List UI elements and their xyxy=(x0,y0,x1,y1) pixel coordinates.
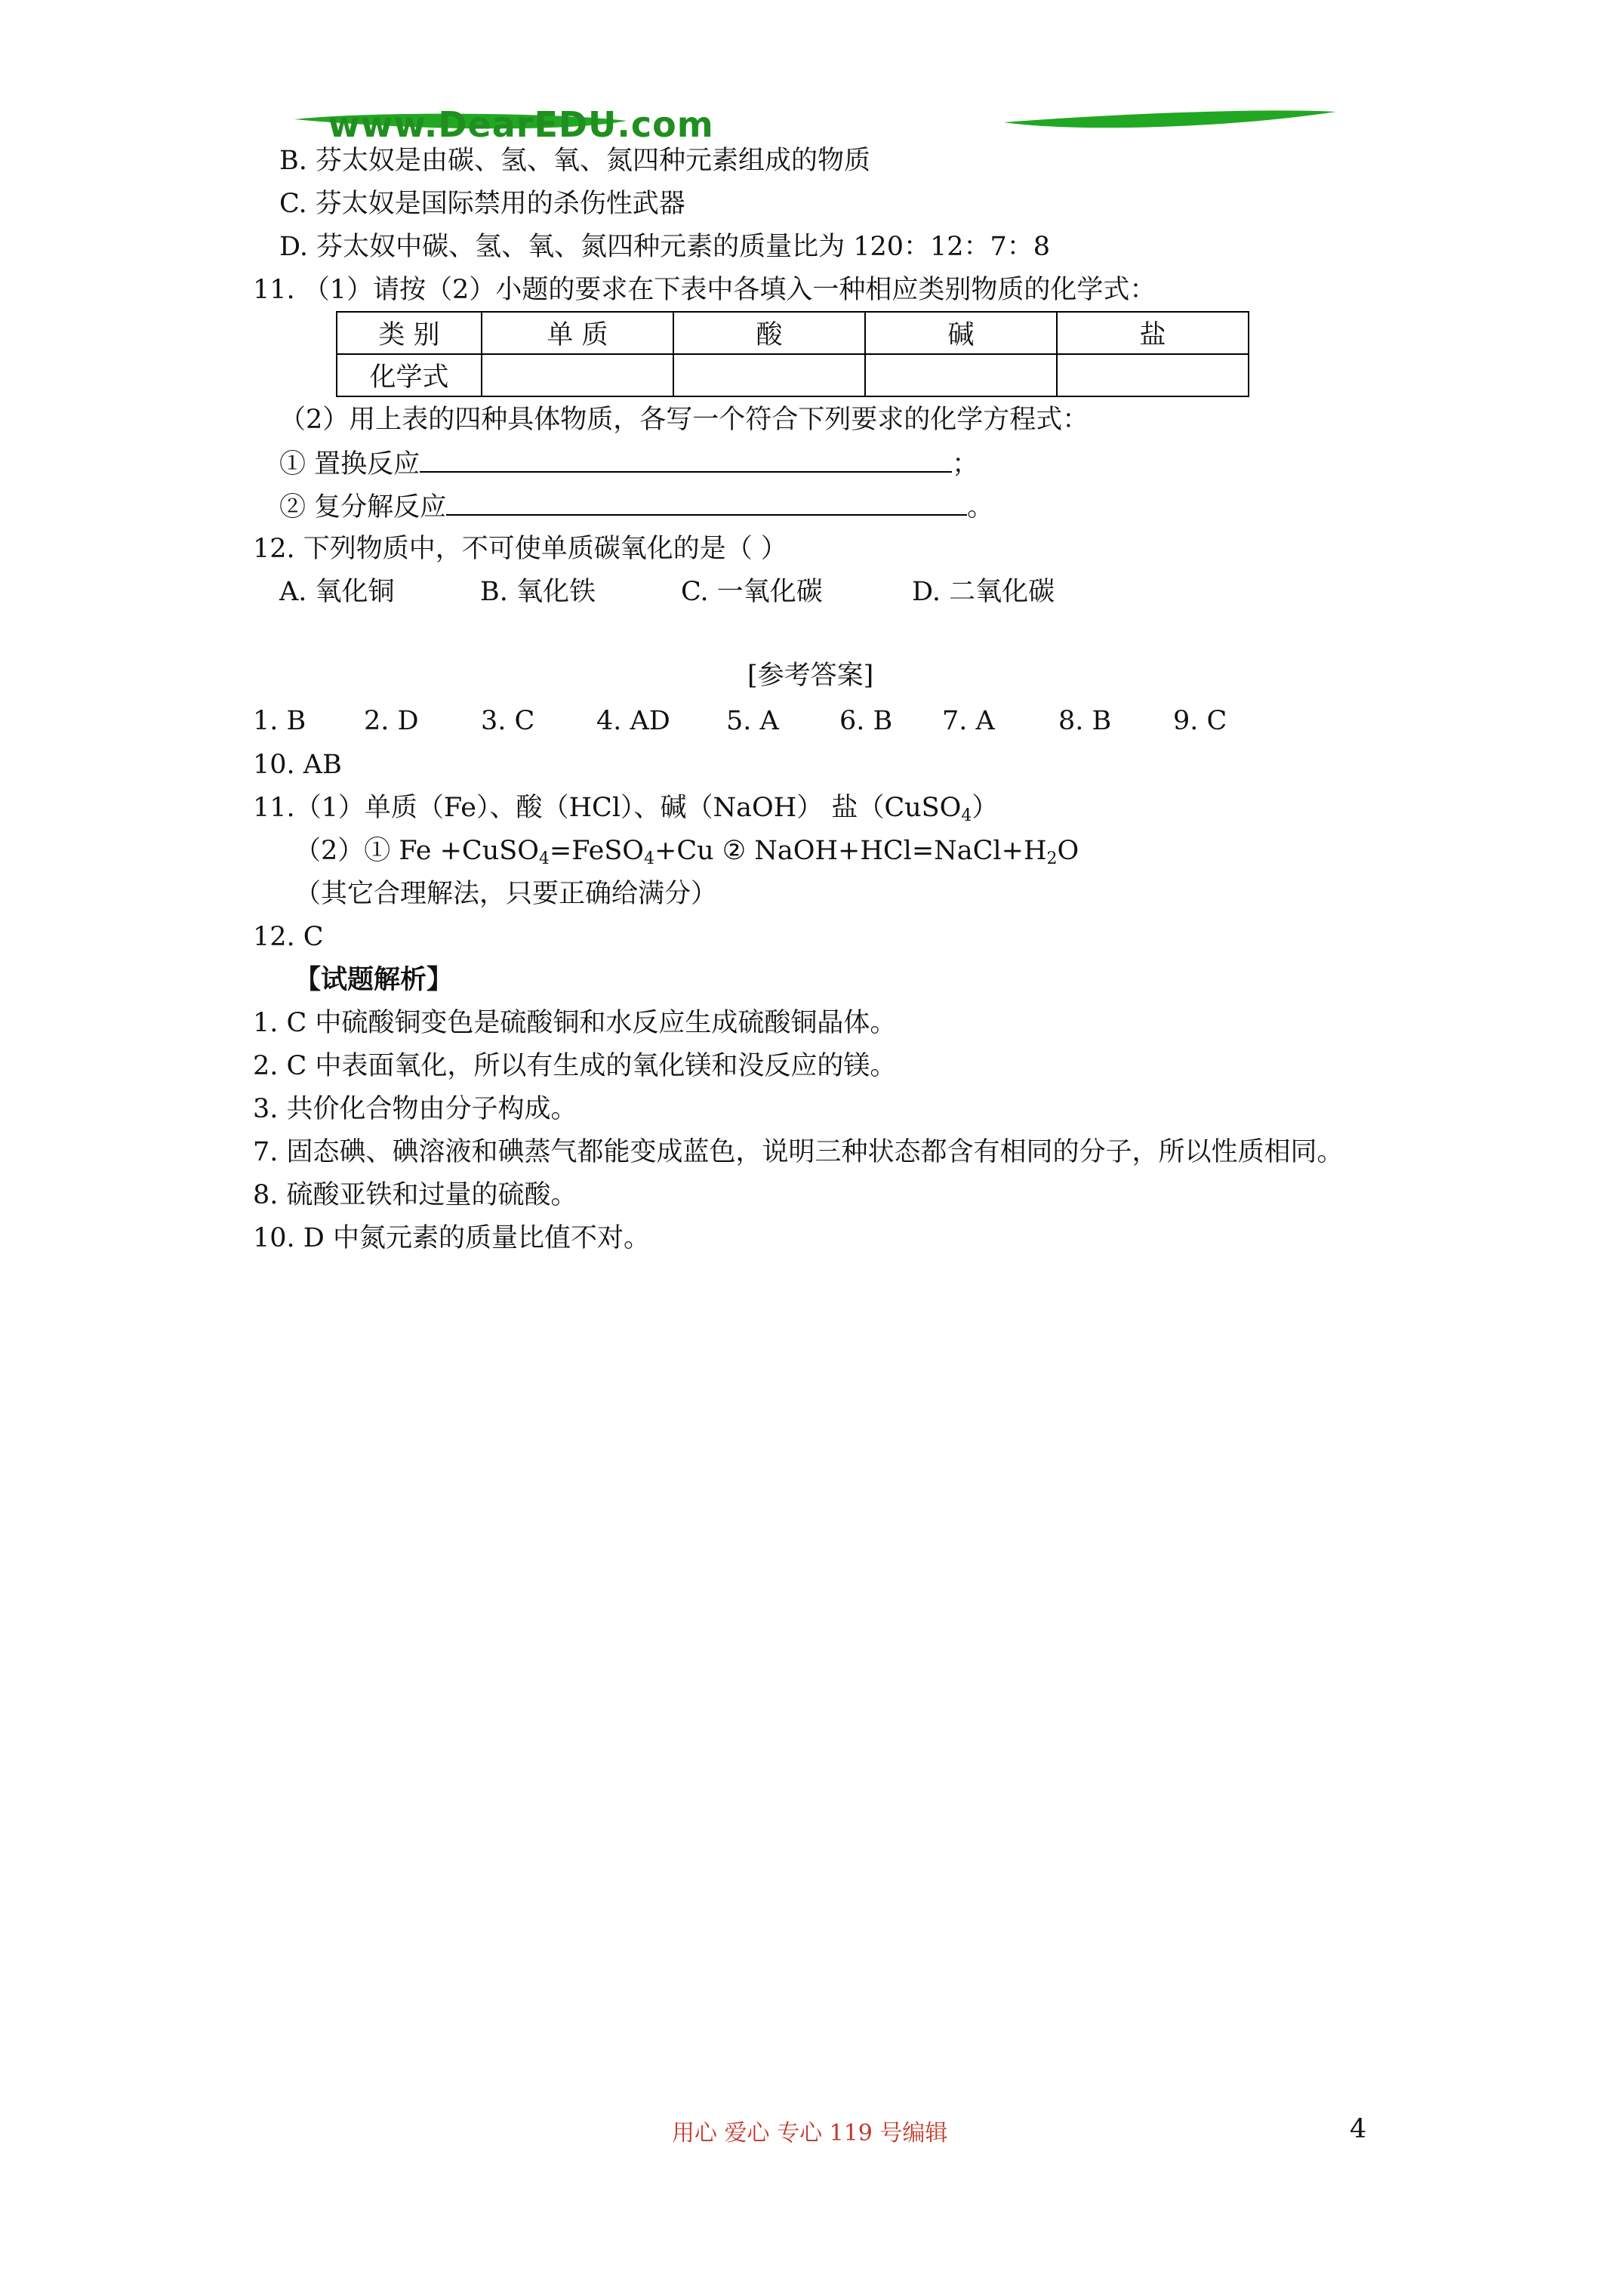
q10-option-b: B. 芬太奴是由碳、氢、氧、氮四种元素组成的物质 xyxy=(279,146,870,176)
answer-item: 2. D xyxy=(364,706,419,736)
answer-11-line1 xyxy=(253,791,998,834)
answer-10: 10. AB xyxy=(253,750,342,780)
footer-slogan: 用心 爱心 专心 119 号编辑 xyxy=(672,2120,948,2147)
table-header-cell: 碱 xyxy=(865,312,1057,354)
q12-option-a: A. 氧化铜 xyxy=(279,577,395,607)
answer-11-text: 11.（1）单质（Fe）、酸（HCl）、碱（NaOH） 盐（CuSO xyxy=(253,793,962,823)
equation-text: O xyxy=(1057,836,1079,866)
analysis-line: 3. 共价化合物由分子构成。 xyxy=(253,1094,577,1124)
site-logo-text: www.DearEDU.com xyxy=(328,104,714,145)
subscript: 4 xyxy=(961,806,972,825)
answer-11-line2 xyxy=(294,834,1079,877)
q12-option-d: D. 二氧化碳 xyxy=(912,577,1055,607)
answer-item: 5. A xyxy=(726,706,779,736)
q10-option-d: D. 芬太奴中碳、氢、氧、氮四种元素的质量比为 120：12：7：8 xyxy=(279,232,1051,262)
analysis-line: 10. D 中氮元素的质量比值不对。 xyxy=(253,1223,650,1253)
analysis-line: 8. 硫酸亚铁和过量的硫酸。 xyxy=(253,1180,577,1210)
answer-item: 3. C xyxy=(481,706,535,736)
reaction-2-blank[interactable] xyxy=(446,488,967,516)
q12-option-c: C. 一氧化碳 xyxy=(681,577,823,607)
analysis-title: 【试题解析】 xyxy=(294,964,454,995)
subscript: 2 xyxy=(1046,849,1058,868)
table-header-cell: 单 质 xyxy=(482,312,673,354)
table-row-label: 化学式 xyxy=(337,354,482,396)
table-blank-cell[interactable] xyxy=(1057,354,1249,396)
reaction-2-end: 。 xyxy=(967,492,994,522)
analysis-line: 2. C 中表面氧化，所以有生成的氧化镁和没反应的镁。 xyxy=(253,1051,897,1081)
answer-item: 8. B xyxy=(1058,706,1112,736)
answer-item: 4. AD xyxy=(596,706,670,736)
answer-item: 9. C xyxy=(1173,706,1227,736)
reaction-1-end: ； xyxy=(952,449,979,479)
subscript: 4 xyxy=(538,849,550,868)
q12-stem: 12. 下列物质中，不可使单质碳氧化的是（ ） xyxy=(253,534,787,564)
equation-text: +Cu ② NaOH+HCl=NaCl+H xyxy=(654,836,1047,866)
analysis-line: 1. C 中硫酸铜变色是硫酸铜和水反应生成硫酸铜晶体。 xyxy=(253,1008,897,1038)
answer-11-text: ） xyxy=(972,793,999,823)
q12-option-b: B. 氧化铁 xyxy=(480,577,596,607)
page-number: 4 xyxy=(1350,2114,1367,2144)
subscript: 4 xyxy=(644,849,655,868)
table-blank-cell[interactable] xyxy=(865,354,1057,396)
q10-option-c: C. 芬太奴是国际禁用的杀伤性武器 xyxy=(279,189,685,219)
table-header-row xyxy=(337,312,1249,354)
q11-reaction-1 xyxy=(279,445,978,482)
answer-11-line3: （其它合理解法，只要正确给满分） xyxy=(294,879,718,909)
table-header-cell: 酸 xyxy=(673,312,865,354)
answer-item: 6. B xyxy=(839,706,893,736)
table-row xyxy=(337,354,1249,396)
table-header-cell: 盐 xyxy=(1057,312,1249,354)
table-header-cell: 类 别 xyxy=(337,312,482,354)
q11-reaction-2 xyxy=(279,488,993,525)
table-blank-cell[interactable] xyxy=(673,354,865,396)
reaction-1-label: ① 置换反应 xyxy=(279,449,420,479)
answer-item: 7. A xyxy=(942,706,995,736)
reaction-2-label: ② 复分解反应 xyxy=(279,492,447,522)
equation-text: （2）① Fe +CuSO xyxy=(294,836,539,866)
answers-title: [参考答案] xyxy=(747,661,874,691)
q11-part2: （2）用上表的四种具体物质，各写一个符合下列要求的化学方程式： xyxy=(279,405,1089,435)
answer-12: 12. C xyxy=(253,922,324,952)
analysis-line: 7. 固态碘、碘溶液和碘蒸气都能变成蓝色，说明三种状态都含有相同的分子，所以性质相同。 xyxy=(253,1137,1344,1167)
answer-item: 1. B xyxy=(253,706,306,736)
reaction-1-blank[interactable] xyxy=(420,445,952,473)
table-blank-cell[interactable] xyxy=(482,354,673,396)
banner-swoosh-right xyxy=(1004,110,1336,128)
chemical-formula-table xyxy=(336,311,1249,397)
q11-stem: 11. （1）请按（2）小题的要求在下表中各填入一种相应类别物质的化学式： xyxy=(253,275,1156,305)
equation-text: =FeSO xyxy=(549,836,645,866)
